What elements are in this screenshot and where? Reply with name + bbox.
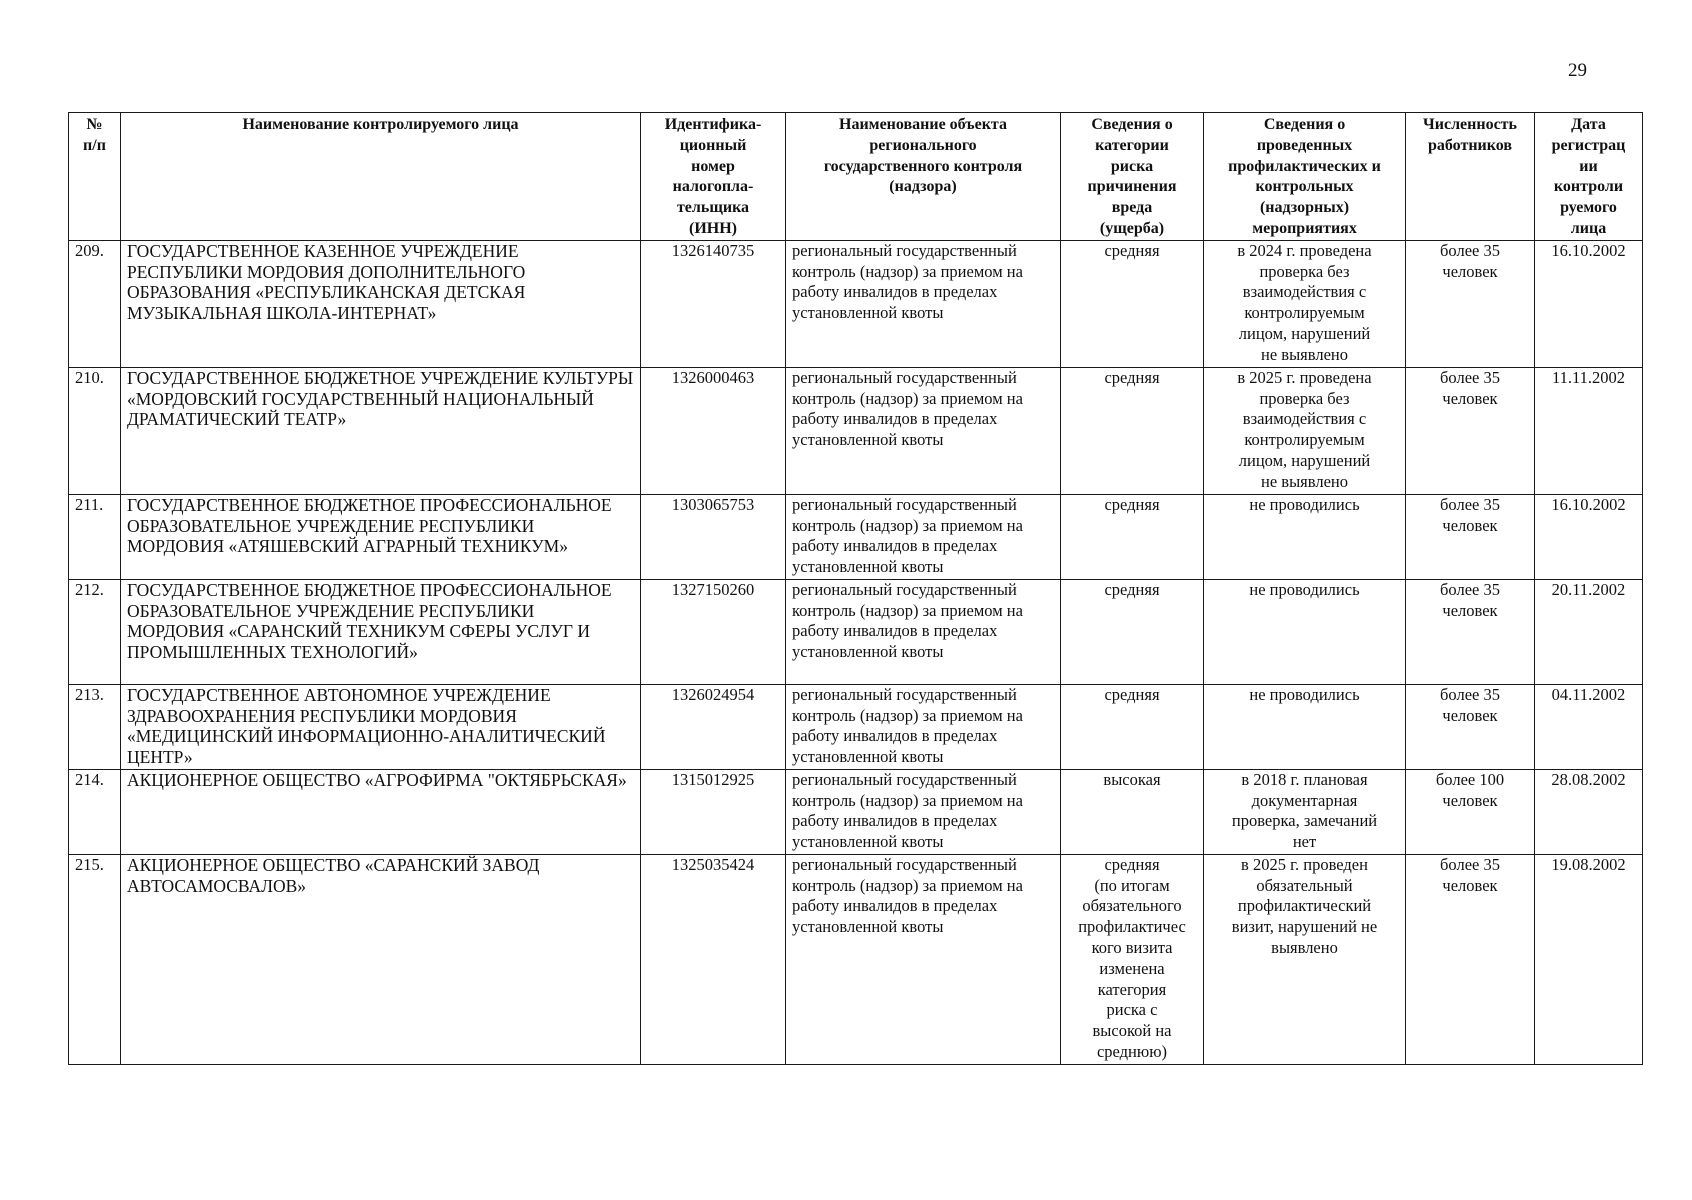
employees-cell: более 35 человек xyxy=(1406,579,1535,684)
row-number: 209. xyxy=(69,240,121,367)
employees-cell: более 35 человек xyxy=(1406,240,1535,367)
control-object-cell: региональный государственный контроль (надзор) за приемом на работу инвалидов в пределах установленной квоты xyxy=(786,240,1061,367)
inn-cell: 1303065753 xyxy=(641,494,786,579)
controlled-person-name: ГОСУДАРСТВЕННОЕ АВТОНОМНОЕ УЧРЕЖДЕНИЕ ЗДРАВООХРАНЕНИЯ РЕСПУБЛИКИ МОРДОВИЯ «МЕДИЦИНСКИЙ ИНФОРМАЦИОННО-АНАЛИТИЧЕСКИЙ ЦЕНТР» xyxy=(121,684,641,769)
registration-date-cell: 20.11.2002 xyxy=(1535,579,1643,684)
inn-cell: 1315012925 xyxy=(641,769,786,854)
table-row xyxy=(69,367,1643,494)
events-cell: не проводились xyxy=(1204,494,1406,579)
controlled-person-name: ГОСУДАРСТВЕННОЕ БЮДЖЕТНОЕ ПРОФЕССИОНАЛЬНОЕ ОБРАЗОВАТЕЛЬНОЕ УЧРЕЖДЕНИЕ РЕСПУБЛИКИ МОРДОВИЯ «САРАНСКИЙ ТЕХНИКУМ СФЕРЫ УСЛУГ И ПРОМЫШЛЕННЫХ ТЕХНОЛОГИЙ» xyxy=(121,579,641,684)
header-controlled-person-name: Наименование контролируемого лица xyxy=(121,113,641,241)
control-object-cell: региональный государственный контроль (надзор) за приемом на работу инвалидов в пределах установленной квоты xyxy=(786,684,1061,769)
registration-date-cell: 16.10.2002 xyxy=(1535,494,1643,579)
events-cell: не проводились xyxy=(1204,684,1406,769)
registration-date-cell: 04.11.2002 xyxy=(1535,684,1643,769)
inn-cell: 1326000463 xyxy=(641,367,786,494)
row-number: 211. xyxy=(69,494,121,579)
controlled-person-name: ГОСУДАРСТВЕННОЕ КАЗЕННОЕ УЧРЕЖДЕНИЕ РЕСПУБЛИКИ МОРДОВИЯ ДОПОЛНИТЕЛЬНОГО ОБРАЗОВАНИЯ «РЕСПУБЛИКАНСКАЯ ДЕТСКАЯ МУЗЫКАЛЬНАЯ ШКОЛА-ИНТЕРНАТ» xyxy=(121,240,641,367)
control-object-cell: региональный государственный контроль (надзор) за приемом на работу инвалидов в пределах установленной квоты xyxy=(786,367,1061,494)
inn-cell: 1326140735 xyxy=(641,240,786,367)
controlled-person-name: АКЦИОНЕРНОЕ ОБЩЕСТВО «САРАНСКИЙ ЗАВОД АВТОСАМОСВАЛОВ» xyxy=(121,854,641,1064)
control-object-cell: региональный государственный контроль (надзор) за приемом на работу инвалидов в пределах установленной квоты xyxy=(786,579,1061,684)
table-row xyxy=(69,240,1643,367)
header-control-object: Наименование объекта регионального государственного контроля (надзора) xyxy=(786,113,1061,241)
events-cell: в 2018 г. плановая документарная проверка, замечаний нет xyxy=(1204,769,1406,854)
row-number: 214. xyxy=(69,769,121,854)
employees-cell: более 35 человек xyxy=(1406,854,1535,1064)
page-number: 29 xyxy=(1568,60,1587,81)
header-registration-date: Дата регистрац ии контроли руемого лица xyxy=(1535,113,1643,241)
table-row xyxy=(69,579,1643,684)
risk-category-cell: высокая xyxy=(1061,769,1204,854)
risk-category-cell: средняя xyxy=(1061,684,1204,769)
table-row xyxy=(69,684,1643,769)
risk-category-cell: средняя xyxy=(1061,494,1204,579)
control-object-cell: региональный государственный контроль (надзор) за приемом на работу инвалидов в пределах установленной квоты xyxy=(786,494,1061,579)
table-row xyxy=(69,854,1643,1064)
row-number: 215. xyxy=(69,854,121,1064)
controlled-person-name: ГОСУДАРСТВЕННОЕ БЮДЖЕТНОЕ ПРОФЕССИОНАЛЬНОЕ ОБРАЗОВАТЕЛЬНОЕ УЧРЕЖДЕНИЕ РЕСПУБЛИКИ МОРДОВИЯ «АТЯШЕВСКИЙ АГРАРНЫЙ ТЕХНИКУМ» xyxy=(121,494,641,579)
row-number: 213. xyxy=(69,684,121,769)
controlled-person-name: АКЦИОНЕРНОЕ ОБЩЕСТВО «АГРОФИРМА "ОКТЯБРЬСКАЯ» xyxy=(121,769,641,854)
inn-cell: 1325035424 xyxy=(641,854,786,1064)
registration-date-cell: 16.10.2002 xyxy=(1535,240,1643,367)
employees-cell: более 35 человек xyxy=(1406,367,1535,494)
employees-cell: более 35 человек xyxy=(1406,684,1535,769)
header-employees: Численность работников xyxy=(1406,113,1535,241)
inn-cell: 1327150260 xyxy=(641,579,786,684)
table-row xyxy=(69,769,1643,854)
events-cell: в 2024 г. проведена проверка без взаимодействия с контролируемым лицом, нарушений не выявлено xyxy=(1204,240,1406,367)
header-events: Сведения о проведенных профилактических и контрольных (надзорных) мероприятиях xyxy=(1204,113,1406,241)
controlled-person-name: ГОСУДАРСТВЕННОЕ БЮДЖЕТНОЕ УЧРЕЖДЕНИЕ КУЛЬТУРЫ «МОРДОВСКИЙ ГОСУДАРСТВЕННЫЙ НАЦИОНАЛЬНЫЙ ДРАМАТИЧЕСКИЙ ТЕАТР» xyxy=(121,367,641,494)
table-row xyxy=(69,494,1643,579)
registration-date-cell: 11.11.2002 xyxy=(1535,367,1643,494)
employees-cell: более 35 человек xyxy=(1406,494,1535,579)
risk-category-cell: средняя xyxy=(1061,579,1204,684)
registration-date-cell: 28.08.2002 xyxy=(1535,769,1643,854)
events-cell: не проводились xyxy=(1204,579,1406,684)
events-cell: в 2025 г. проведена проверка без взаимодействия с контролируемым лицом, нарушений не выявлено xyxy=(1204,367,1406,494)
inn-cell: 1326024954 xyxy=(641,684,786,769)
events-cell: в 2025 г. проведен обязательный профилактический визит, нарушений не выявлено xyxy=(1204,854,1406,1064)
table-header-row xyxy=(69,113,1643,241)
employees-cell: более 100 человек xyxy=(1406,769,1535,854)
row-number: 210. xyxy=(69,367,121,494)
header-inn: Идентифика- ционный номер налогопла- тельщика (ИНН) xyxy=(641,113,786,241)
header-number: № п/п xyxy=(69,113,121,241)
registry-table xyxy=(68,112,1643,1065)
row-number: 212. xyxy=(69,579,121,684)
control-object-cell: региональный государственный контроль (надзор) за приемом на работу инвалидов в пределах установленной квоты xyxy=(786,854,1061,1064)
risk-category-cell: средняя (по итогам обязательного профилактичес кого визита изменена категория риска с высокой на среднюю) xyxy=(1061,854,1204,1064)
header-risk-category: Сведения о категории риска причинения вреда (ущерба) xyxy=(1061,113,1204,241)
registration-date-cell: 19.08.2002 xyxy=(1535,854,1643,1064)
risk-category-cell: средняя xyxy=(1061,367,1204,494)
control-object-cell: региональный государственный контроль (надзор) за приемом на работу инвалидов в пределах установленной квоты xyxy=(786,769,1061,854)
risk-category-cell: средняя xyxy=(1061,240,1204,367)
